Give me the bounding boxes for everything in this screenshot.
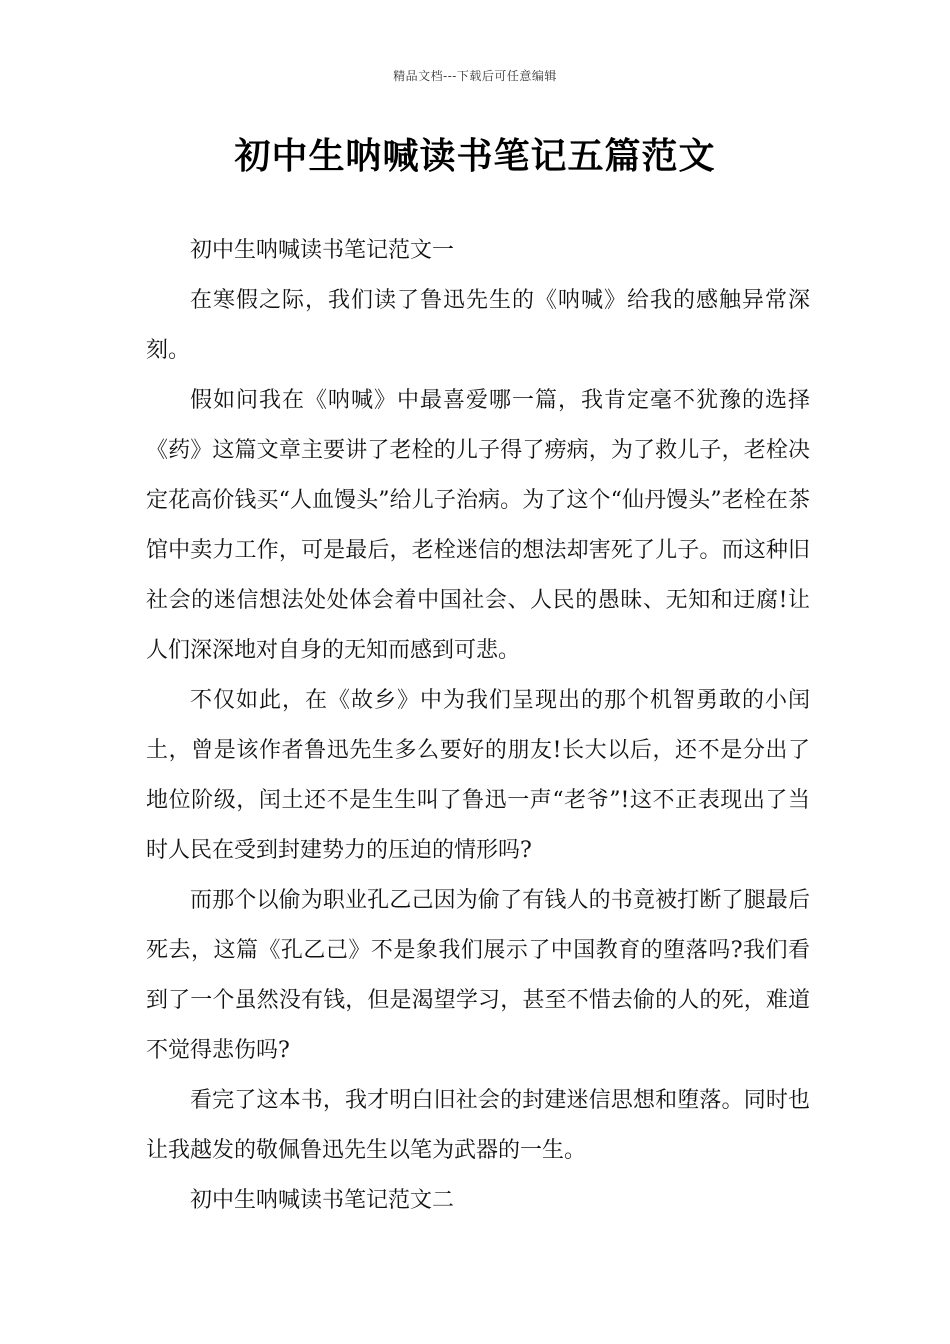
document-title: 初中生呐喊读书笔记五篇范文: [234, 136, 716, 177]
paragraph-hometown: 不仅如此，在《故乡》中为我们呈现出的那个机智勇敢的小闰土，曾是该作者鲁迅先生多么要好的朋友!长大以后，还不是分出了地位阶级，闰土还不是生生叫了鲁迅一声“老爷”!这不正表现出了当时人民在受到封建势力的压迫的情形吗?: [146, 688, 810, 863]
paragraph-kong-yiji: 而那个以偷为职业孔乙己因为偷了有钱人的书竟被打断了腿最后死去，这篇《孔乙己》不是象我们展示了中国教育的堕落吗?我们看到了一个虽然没有钱，但是渴望学习，甚至不惜去偷的人的死，难道不觉得悲伤吗?: [146, 888, 810, 1063]
section-heading-2: 初中生呐喊读书笔记范文二: [190, 1188, 455, 1213]
paragraph-medicine: 假如问我在《呐喊》中最喜爱哪一篇，我肯定毫不犹豫的选择《药》这篇文章主要讲了老栓的儿子得了痨病，为了救儿子，老栓决定花高价钱买“人血馒头”给儿子治病。为了这个“仙丹馒头”老栓在茶馆中卖力工作，可是最后，老栓迷信的想法却害死了儿子。而这种旧社会的迷信想法处处体会着中国社会、人民的愚昧、无知和迂腐!让人们深深地对自身的无知而感到可悲。: [146, 388, 810, 663]
document-body: [146, 226, 810, 1226]
paragraph-conclusion: 看完了这本书，我才明白旧社会的封建迷信思想和堕落。同时也让我越发的敬佩鲁迅先生以笔为武器的一生。: [146, 1088, 810, 1163]
section-heading-1: 初中生呐喊读书笔记范文一: [190, 238, 455, 263]
paragraph-intro: 在寒假之际，我们读了鲁迅先生的《呐喊》给我的感触异常深刻。: [146, 288, 810, 363]
header-note: 精品文档---下载后可任意编辑: [393, 69, 557, 83]
